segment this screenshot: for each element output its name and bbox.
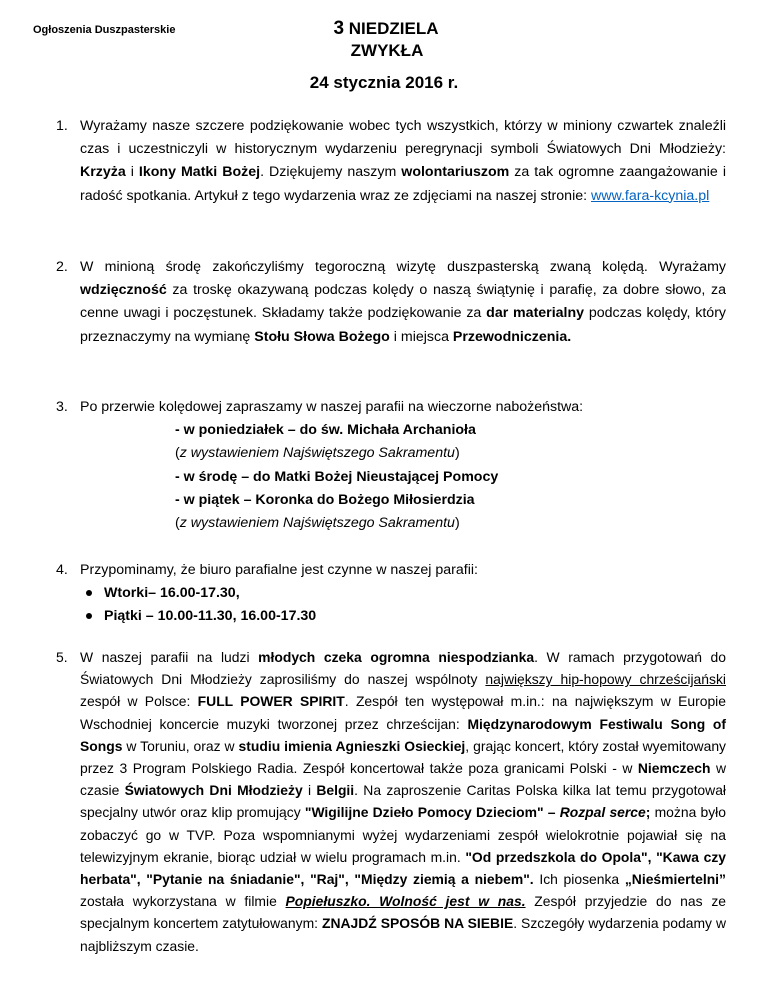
document-label: Ogłoszenia Duszpasterskie bbox=[33, 24, 176, 36]
parish-website-link[interactable]: www.fara-kcynia.pl bbox=[591, 187, 710, 204]
announcement-4 bbox=[56, 559, 726, 629]
item-number: 5. bbox=[56, 649, 68, 665]
sunday-number: 3 bbox=[333, 18, 345, 39]
announcement-5 bbox=[56, 646, 726, 957]
title-word-2: ZWYKŁA bbox=[350, 41, 424, 60]
service-list: - w poniedziałek – do św. Michała Archanioła (z wystawieniem Najświętszego Sakramentu) - w środę – do Matki Bożej Nieustającej Pomocy - w piątek – Koronka do Bożego Miłosierdzia (z wystawieniem Najświętszego Sakramentu) bbox=[175, 422, 499, 532]
announcement-2 bbox=[56, 256, 726, 349]
list-item: Piątki – 10.00-11.30, 16.00-17.30 bbox=[80, 605, 726, 628]
title-word-1: NIEDZIELA bbox=[348, 19, 439, 38]
item-number: 3. bbox=[56, 399, 68, 415]
item-text: Przypominamy, że biuro parafialne jest czynne w naszej parafii: bbox=[80, 562, 478, 578]
list-item: Wtorki– 16.00-17.30, bbox=[80, 582, 726, 605]
item-number: 4. bbox=[56, 562, 68, 578]
date-line: 24 stycznia 2016 r. bbox=[309, 73, 459, 92]
announcement-3 bbox=[56, 396, 726, 535]
item-text: W naszej parafii na ludzi młodych czeka ogromna niespodzianka. W ramach przygotowań do Światowych Dni Młodzieży zaprosiliśmy do naszej wspólnoty największy hip-hopowy chrześcijański zespół w Polsce: FULL POWER SPIRIT. Zespół ten występował m.in.: na największym w Europie Wschodniej koncercie muzyki tworzonej przez chrześcijan: Międzynarodowym Festiwalu Song of Songs w Toruniu, oraz w studiu imienia Agnieszki Osieckiej, grając koncert, który został wyemitowany przez 3 Program Polskiego Radia. Zespół koncertował także poza granicami Polski - w Niemczech w czasie Światowych Dni Młodzieży i Belgii. Na zaproszenie Caritas Polska kilka lat temu przygotował specjalny utwór oraz klip promujący "Wigilijne Dzieło Pomocy Dzieciom" – Rozpal serce; można było zobaczyć go w TVP. Poza wspomnianymi wyżej wydarzeniami zespół wielokrotnie pojawiał się na telewizyjnym ekranie, biorąc udział w wielu programach m.in. "Od przedszkola do Opola", "Kawa czy herbata", "Pytanie na śniadanie", "Raj", "Między ziemią a niebem". Ich piosenka „Nieśmiertelni” została wykorzystana w filmie Popiełuszko. Wolność jest w nas. Zespół przyjedzie do nas ze specjalnym koncertem zatytułowanym: ZNAJDŹ SPOSÓB NA SIEBIE. Szczegóły wydarzenia podamy w najbliższym czasie. bbox=[80, 649, 727, 954]
item-text: Wyrażamy nasze szczere podziękowanie wobec tych wszystkich, którzy w miniony czwartek znaleźli czas i uczestniczyli w historycznym wydarzeniu peregrynacji symboli Światowych Dni Młodzieży: Krzyża i Ikony Matki Bożej. Dziękujemy naszym wolontariuszom za tak ogromne zaangażowanie i radość spotkania. Artykuł z tego wydarzenia wraz ze zdjęciami na naszej stronie: www.fara-kcynia.pl bbox=[80, 118, 726, 204]
title-line-1 bbox=[0, 18, 768, 40]
item-text: W minioną środę zakończyliśmy tegoroczną wizytę duszpasterską zwaną kolędą. Wyrażamy wdzięczność za troskę okazywaną podczas kolędy o naszą świątynię i parafię, za dobre słowo, za cenne uwagi i poczęstunek. Składamy także podziękowanie za dar materialny podczas kolędy, który przeznaczymy na wymianę Stołu Słowa Bożego i miejsca Przewodniczenia. bbox=[80, 259, 727, 345]
item-text: Po przerwie kolędowej zapraszamy w naszej parafii na wieczorne nabożeństwa: - w poniedziałek – do św. Michała Archanioła (z wystawieniem Najświętszego Sakramentu) - w środę – do Matki Bożej Nieustającej Pomocy - w piątek – Koronka do Bożego Miłosierdzia (z wystawieniem Najświętszego Sakramentu) bbox=[80, 396, 726, 535]
page-title bbox=[0, 18, 768, 94]
announcement-1 bbox=[56, 115, 726, 208]
office-hours-list bbox=[80, 582, 726, 628]
item-number: 1. bbox=[56, 118, 68, 134]
item-number: 2. bbox=[56, 259, 68, 275]
